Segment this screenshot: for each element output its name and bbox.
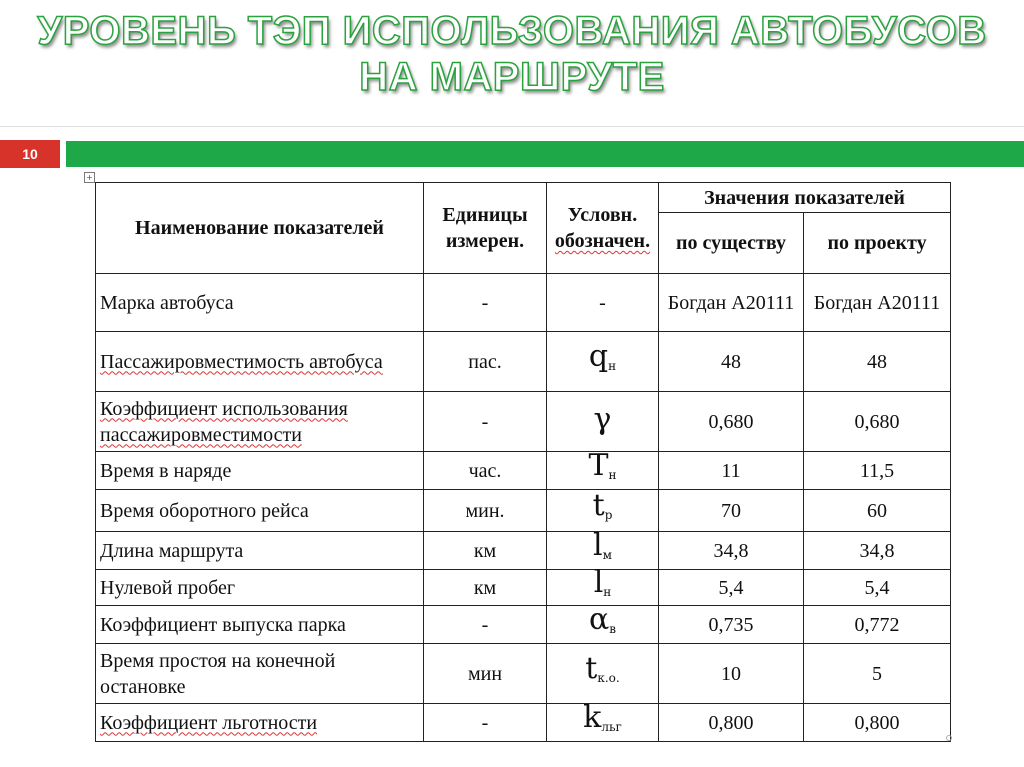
cell-value-project: 48 — [804, 332, 951, 392]
cell-indicator-name — [96, 452, 424, 490]
cell-value-actual: 11 — [659, 452, 804, 490]
cell-value-project: 0,772 — [804, 606, 951, 644]
header-values-group: Значения показателей — [659, 183, 951, 213]
indicator-name-text: Пассажировместимость автобуса — [100, 350, 383, 373]
cell-value-actual: 34,8 — [659, 532, 804, 570]
symbol-main: t — [592, 488, 605, 523]
header-project: по проекту — [804, 213, 951, 274]
header-symbol — [547, 183, 659, 274]
slide-title — [0, 8, 1024, 100]
cell-value-actual: 0,680 — [659, 392, 804, 452]
cell-value-project: 11,5 — [804, 452, 951, 490]
table-body — [96, 274, 951, 742]
indicator-name-text: Нулевой пробег — [100, 576, 236, 599]
cell-unit: мин — [424, 644, 547, 704]
table-row — [96, 490, 951, 532]
cell-symbol — [547, 392, 659, 452]
indicator-name-text: Время в наряде — [100, 459, 232, 482]
cell-value-actual: 48 — [659, 332, 804, 392]
cell-value-actual: 0,800 — [659, 704, 804, 742]
accent-bar — [66, 141, 1024, 167]
indicator-name-text: Длина маршрута — [100, 539, 244, 562]
symbol-main: l — [593, 565, 604, 600]
symbol-main: - — [599, 291, 606, 314]
symbol-subscript: н — [603, 585, 612, 599]
header-divider — [0, 126, 1024, 127]
header-units: Единицы измерен. — [424, 183, 547, 274]
cell-value-project: 5 — [804, 644, 951, 704]
cell-indicator-name — [96, 606, 424, 644]
cell-symbol — [547, 274, 659, 332]
cell-symbol — [547, 700, 659, 742]
cell-symbol — [547, 528, 659, 570]
symbol-subscript: к.о. — [597, 671, 620, 685]
cell-value-actual: 70 — [659, 490, 804, 532]
cell-unit: - — [424, 392, 547, 452]
cell-symbol — [547, 448, 659, 490]
indicator-name-text: Время простоя на конечной остановке — [100, 649, 336, 698]
cell-value-project: 60 — [804, 490, 951, 532]
cell-unit: км — [424, 532, 547, 570]
symbol-main: t — [585, 651, 598, 686]
cell-value-project: 0,680 — [804, 392, 951, 452]
cell-value-actual: 0,735 — [659, 606, 804, 644]
indicator-name-text: Время оборотного рейса — [100, 499, 309, 522]
symbol-subscript: в — [609, 622, 617, 636]
table-row — [96, 606, 951, 644]
table-move-handle-icon[interactable]: + — [84, 172, 95, 183]
symbol-subscript: н — [608, 359, 617, 373]
table-row — [96, 392, 951, 452]
indicator-name-text: Коэффициент использования пассажировместимости — [100, 397, 348, 446]
tep-table — [95, 182, 951, 742]
cell-value-actual: Богдан А20111 — [659, 274, 804, 332]
symbol-main: γ — [593, 402, 612, 437]
table-row — [96, 704, 951, 742]
cell-indicator-name — [96, 532, 424, 570]
table-row — [96, 332, 951, 392]
header-name: Наименование показателей — [96, 183, 424, 274]
cell-unit: - — [424, 274, 547, 332]
cell-symbol — [547, 565, 659, 606]
cell-unit: час. — [424, 452, 547, 490]
cell-value-project: 5,4 — [804, 570, 951, 606]
cell-unit: км — [424, 570, 547, 606]
symbol-main: l — [593, 528, 603, 563]
table-row — [96, 452, 951, 490]
cell-unit: - — [424, 704, 547, 742]
symbol-main: k — [583, 700, 602, 735]
indicator-name-text: Коэффициент льготности — [100, 711, 318, 734]
symbol-subscript: н — [608, 468, 617, 482]
cell-indicator-name — [96, 704, 424, 742]
symbol-subscript: м — [602, 548, 612, 562]
cell-unit: пас. — [424, 332, 547, 392]
header-actual: по существу — [659, 213, 804, 274]
cell-indicator-name — [96, 490, 424, 532]
header-symbol-first: Условн. — [567, 204, 638, 226]
indicator-name-text: Коэффициент выпуска парка — [100, 613, 346, 636]
cell-indicator-name — [96, 644, 424, 704]
cell-symbol — [547, 490, 659, 532]
cell-unit: - — [424, 606, 547, 644]
symbol-main: q — [588, 339, 609, 374]
symbol-subscript: р — [604, 508, 613, 522]
symbol-subscript: льг — [601, 720, 622, 734]
table-row — [96, 570, 951, 606]
cell-symbol — [547, 644, 659, 704]
table-row — [96, 644, 951, 704]
cell-indicator-name — [96, 570, 424, 606]
cell-unit: мин. — [424, 490, 547, 532]
slide-title-line1: УРОВЕНЬ ТЭП ИСПОЛЬЗОВАНИЯ АВТОБУСОВ — [37, 9, 987, 53]
table-row — [96, 532, 951, 570]
cell-indicator-name — [96, 274, 424, 332]
slide-title-line2: НА МАРШРУТЕ — [359, 55, 665, 99]
slide-corner-mark — [946, 735, 952, 741]
cell-indicator-name — [96, 392, 424, 452]
cell-value-actual: 5,4 — [659, 570, 804, 606]
symbol-main: α — [588, 602, 610, 637]
symbol-main: T — [588, 448, 609, 483]
cell-value-actual: 10 — [659, 644, 804, 704]
slide-number-badge: 10 — [0, 140, 60, 168]
cell-symbol — [547, 602, 659, 644]
indicator-name-text: Марка автобуса — [100, 291, 234, 314]
table-row — [96, 274, 951, 332]
header-symbol-second: обозначен. — [554, 230, 651, 252]
cell-value-project: Богдан А20111 — [804, 274, 951, 332]
cell-value-project: 0,800 — [804, 704, 951, 742]
cell-symbol — [547, 332, 659, 392]
cell-value-project: 34,8 — [804, 532, 951, 570]
cell-indicator-name — [96, 332, 424, 392]
